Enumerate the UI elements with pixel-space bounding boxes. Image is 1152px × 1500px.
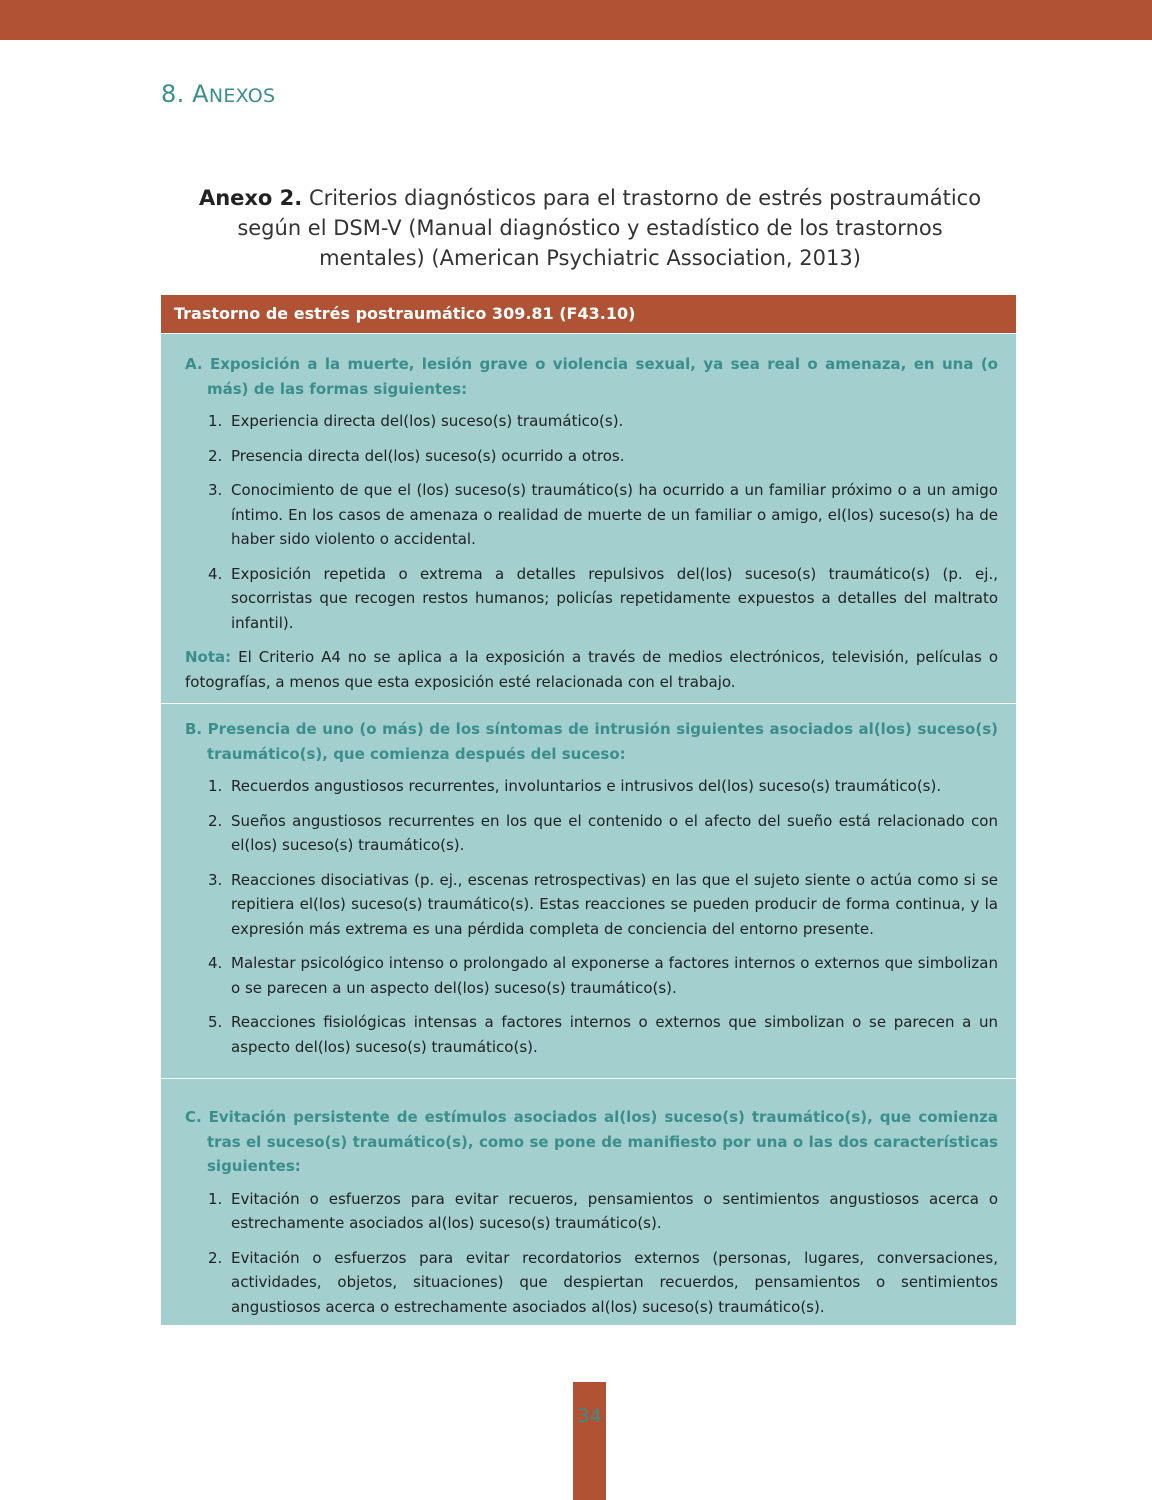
item-text: Exposición repetida o extrema a detalles repulsivos del(los) suceso(s) traumático(s) (p. ej., socorristas que recogen restos humanos; policías repetidamente expuestos a detalles del maltrato infantil). xyxy=(231,564,998,632)
note-text: El Criterio A4 no se aplica a la exposición a través de medios electrónicos, televisión, películas o fotografías, a menos que esta exposición esté relacionada con el trabajo. xyxy=(185,648,998,691)
item-text: Experiencia directa del(los) suceso(s) traumático(s). xyxy=(231,412,624,430)
criterion-b-section xyxy=(161,703,1016,1078)
criterion-c-list xyxy=(185,1187,998,1320)
item-text: Reacciones fisiológicas intensas a factores internos o externos que simbolizan o se parecen a un aspecto del(los) suceso(s) traumático(s). xyxy=(231,1013,998,1056)
list-item xyxy=(208,774,998,799)
item-number: 3. xyxy=(208,481,223,499)
annex-label: Anexo 2. xyxy=(198,186,303,210)
item-number: 4. xyxy=(208,564,223,583)
item-text: Sueños angustiosos recurrentes en los que el contenido o el afecto del sueño está relacionado con el(los) suceso(s) traumático(s). xyxy=(231,811,998,854)
page-number: 34 xyxy=(577,1405,602,1427)
item-text: Malestar psicológico intenso o prolongado al exponerse a factores internos o externos que simbolizan o se parecen a un aspecto del(los) suceso(s) traumático(s). xyxy=(231,954,998,997)
section-title-initial: A xyxy=(192,80,209,108)
section-title-rest: NEXOS xyxy=(208,85,276,107)
section-heading xyxy=(161,80,275,108)
list-item xyxy=(208,809,998,858)
item-number: 4. xyxy=(208,954,223,972)
criterion-a-heading: A. Exposición a la muerte, lesión grave o violencia sexual, ya sea real o amenaza, en una (o más) de las formas siguientes: xyxy=(185,355,998,398)
item-number: 3. xyxy=(208,870,223,889)
item-number: 2. xyxy=(208,811,223,830)
criterion-a-note xyxy=(185,645,998,694)
item-text: Conocimiento de que el (los) suceso(s) traumático(s) ha ocurrido a un familiar próximo o a un amigo íntimo. En los casos de amenaza o realidad de muerte de un familiar o amigo, el(los) suceso(s) ha de haber sido violento o accidental. xyxy=(231,481,998,548)
item-number: 5. xyxy=(208,1013,223,1031)
item-text: Evitación o esfuerzos para evitar recordatorios externos (personas, lugares, conversaciones, actividades, objetos, situaciones) que despiertan recuerdos, pensamientos o sentimientos angustiosos acerca o estrechamente asociados al(los) suceso(s) traumático(s). xyxy=(231,1248,998,1316)
criterion-b-list xyxy=(185,774,998,1059)
criterion-a-list xyxy=(185,409,998,635)
criterion-c-section xyxy=(161,1078,1016,1325)
list-item xyxy=(208,1187,998,1236)
item-number: 2. xyxy=(208,446,223,465)
table-header: Trastorno de estrés postraumático 309.81 (F43.10) xyxy=(161,295,1016,333)
item-text: Recuerdos angustiosos recurrentes, involuntarios e intrusivos del(los) suceso(s) traumático(s). xyxy=(231,777,942,795)
item-text: Presencia directa del(los) suceso(s) ocurrido a otros. xyxy=(231,446,625,465)
criterion-b-heading: B. Presencia de uno (o más) de los síntomas de intrusión siguientes asociados al(los) suceso(s) traumático(s), que comienza después del suceso: xyxy=(185,720,998,763)
item-text: Reacciones disociativas (p. ej., escenas retrospectivas) en las que el sujeto siente o actúa como si se repitiera el(los) suceso(s) traumático(s). Estas reacciones se pueden producir de forma continua, y la expresión más extrema es una pérdida completa de conciencia del entorno presente. xyxy=(231,870,998,938)
item-text: Evitación o esfuerzos para evitar recueros, pensamientos o sentimientos angustiosos acerca o estrechamente asociados al(los) suceso(s) traumático(s). xyxy=(231,1189,998,1232)
annex-title-text: Criterios diagnósticos para el trastorno de estrés postraumático según el DSM-V (Manual diagnóstico y estadístico de los trastornos mentales) (American Psychiatric Association, 2013) xyxy=(237,186,982,270)
criterion-a-section xyxy=(161,333,1016,703)
item-number: 1. xyxy=(208,1189,223,1208)
top-color-band xyxy=(0,0,1152,40)
page-number-tab xyxy=(573,1382,606,1500)
item-number: 2. xyxy=(208,1248,223,1267)
note-label: Nota: xyxy=(185,648,232,666)
list-item xyxy=(208,562,998,636)
list-item xyxy=(208,1246,998,1320)
criteria-table xyxy=(161,295,1016,1325)
item-number: 1. xyxy=(208,412,223,430)
item-number: 1. xyxy=(208,777,223,795)
list-item xyxy=(208,409,998,434)
annex-title xyxy=(190,183,990,273)
criterion-c-heading: C. Evitación persistente de estímulos asociados al(los) suceso(s) traumático(s), que comienza tras el suceso(s) traumático(s), como se pone de manifiesto por una o las dos características siguientes: xyxy=(185,1108,998,1175)
section-number: 8. xyxy=(161,80,185,108)
list-item xyxy=(208,478,998,552)
list-item xyxy=(208,951,998,1000)
list-item xyxy=(208,444,998,469)
list-item xyxy=(208,868,998,942)
list-item xyxy=(208,1010,998,1059)
